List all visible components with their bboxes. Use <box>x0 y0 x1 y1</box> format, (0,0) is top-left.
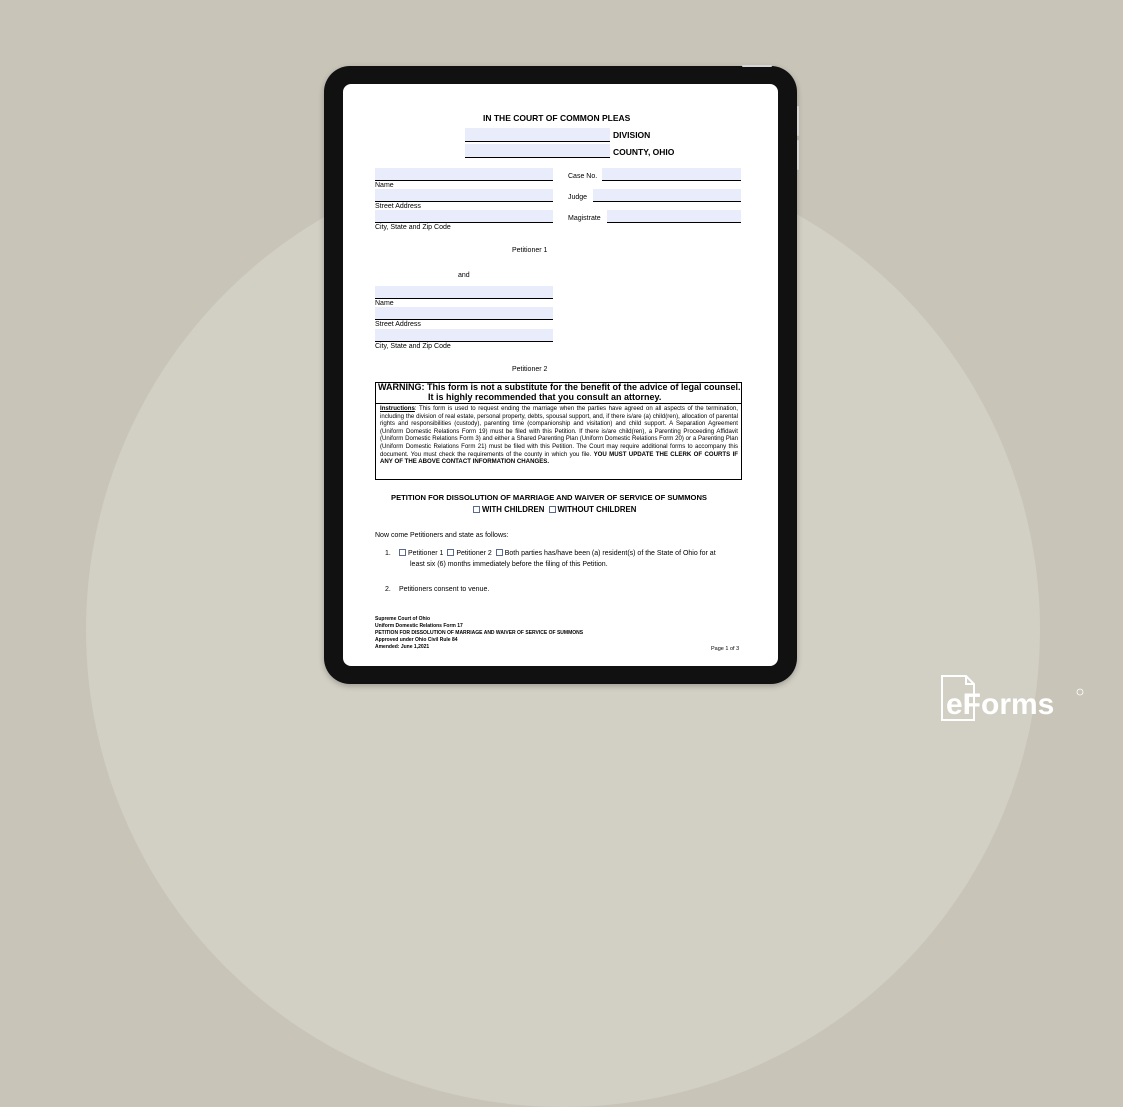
petitioner1-street-field[interactable] <box>375 189 553 201</box>
warning-header <box>376 383 741 404</box>
without-children-checkbox[interactable] <box>549 506 556 513</box>
court-heading: IN THE COURT OF COMMON PLEAS <box>483 113 631 123</box>
case-no-label: Case No. <box>568 173 598 180</box>
petitioner2-city-field[interactable] <box>375 329 553 341</box>
warning-box <box>375 382 742 480</box>
petitioner2-checkbox[interactable] <box>447 549 454 556</box>
item1-line <box>399 549 716 557</box>
footer-line5: Amended: June 1,2021 <box>375 644 430 650</box>
petitioner1-city-label: City, State and Zip Code <box>375 224 451 231</box>
magistrate-field[interactable] <box>607 210 741 222</box>
magistrate-label: Magistrate <box>568 215 601 222</box>
petitioner2-name-label: Name <box>375 300 394 307</box>
with-children-label: WITH CHILDREN <box>482 505 545 514</box>
county-field[interactable] <box>465 144 610 158</box>
item1-continued: least six (6) months immediately before the filing of this Petition. <box>410 561 608 568</box>
petitioner1-name-label: Name <box>375 182 394 189</box>
judge-label: Judge <box>568 194 588 201</box>
tablet-top-button <box>742 65 772 67</box>
instructions-bold-note: YOU MUST UPDATE THE CLERK OF COURTS IF ANY OF THE ABOVE CONTACT INFORMATION CHANGES. <box>380 450 738 466</box>
instructions-label: Instructions <box>380 405 415 412</box>
both-parties-checkbox[interactable] <box>496 549 503 556</box>
item1-number: 1. <box>385 550 391 557</box>
page-number: Page 1 of 3 <box>711 646 740 652</box>
petitioner1-street-label: Street Address <box>375 203 421 210</box>
petition-title: PETITION FOR DISSOLUTION OF MARRIAGE AND WAIVER OF SERVICE OF SUMMONS <box>391 493 707 502</box>
item2-text: Petitioners consent to venue. <box>399 586 490 593</box>
item1-both: Both parties has/have been (a) resident(s) of the State of Ohio for at <box>504 550 716 557</box>
intro-text: Now come Petitioners and state as follows: <box>375 532 509 539</box>
and-text: and <box>458 272 470 279</box>
eforms-logo <box>940 674 1090 722</box>
without-children-label: WITHOUT CHILDREN <box>557 505 637 514</box>
judge-field[interactable] <box>593 189 741 201</box>
footer-line2: Uniform Domestic Relations Form 17 <box>375 623 463 629</box>
instructions-body: : This form is used to request ending the marriage when the parties have agreed on all aspects of the termination, including the division of real estate, personal property, debts, spousal support, and, if there is/are (a) child(ren), allocation of parental rights and responsibilities (custody), parenting time (companionship and visitation) and child support. A Separation Agreement (Uniform Domestic Relations Form 19) must be filed with this Petition. If there is/are child(ren), a Parenting Proceeding Affidavit (Uniform Domestic Relations Form 3) and either a Shared Parenting Plan (Uniform Domestic Relations Form 20) or a Parenting Plan (Uniform Domestic Relations Form 21) must be filed with this Petition. The Court may require additional forms to accompany this document. You must check the requirements of the county in which you file. <box>380 405 738 458</box>
document-page <box>343 84 778 666</box>
item1-petitioner1: Petitioner 1 <box>408 550 444 557</box>
petitioner2-name-field[interactable] <box>375 286 553 298</box>
division-field[interactable] <box>465 128 610 142</box>
footer-line1: Supreme Court of Ohio <box>375 616 430 622</box>
petitioner2-city-label: City, State and Zip Code <box>375 343 451 350</box>
footer-line3: PETITION FOR DISSOLUTION OF MARRIAGE AND WAIVER OF SERVICE OF SUMMONS <box>375 630 584 636</box>
tablet-device <box>324 66 797 684</box>
footer-line4: Approved under Ohio Civil Rule 84 <box>375 637 458 643</box>
item1-petitioner2: Petitioner 2 <box>456 550 492 557</box>
instructions-text <box>380 405 738 466</box>
warning-line2: It is highly recommended that you consult an attorney. <box>428 391 662 402</box>
petitioner2-street-label: Street Address <box>375 321 421 328</box>
petitioner1-city-field[interactable] <box>375 210 553 222</box>
case-no-field[interactable] <box>602 168 741 180</box>
with-children-checkbox[interactable] <box>473 506 480 513</box>
footer-block <box>375 616 583 651</box>
petitioner1-label: Petitioner 1 <box>512 247 548 254</box>
item2-number: 2. <box>385 586 391 593</box>
tablet-volume-down-button <box>797 140 799 170</box>
division-label: DIVISION <box>613 130 651 140</box>
eforms-logo-text: eForms <box>946 688 1055 721</box>
petitioner2-street-field[interactable] <box>375 307 553 319</box>
children-options <box>473 505 636 514</box>
county-label: COUNTY, OHIO <box>613 147 675 157</box>
petitioner1-name-field[interactable] <box>375 168 553 180</box>
petitioner2-label: Petitioner 2 <box>512 366 548 373</box>
warning-line1: WARNING: This form is not a substitute for the benefit of the advice of legal counsel. <box>378 382 741 392</box>
petitioner1-checkbox[interactable] <box>399 549 406 556</box>
tablet-volume-up-button <box>797 106 799 136</box>
